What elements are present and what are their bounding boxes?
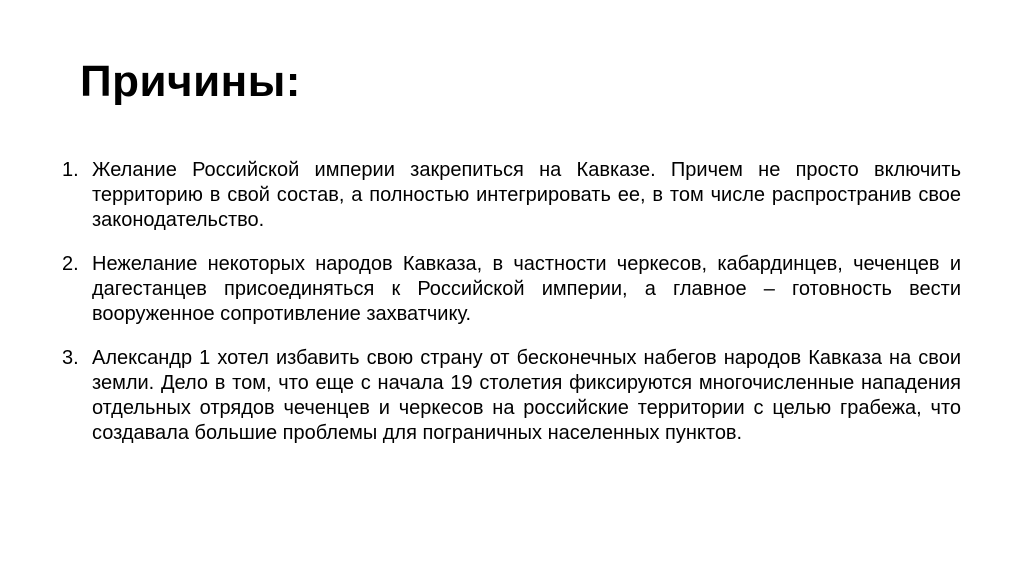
list-item	[62, 158, 961, 233]
list-item-number: 3.	[62, 347, 79, 369]
list-item	[62, 346, 961, 446]
list-item	[62, 252, 961, 327]
slide-title: Причины:	[80, 57, 301, 106]
list-item-number: 2.	[62, 253, 79, 275]
reasons-list	[62, 158, 961, 465]
list-item-number: 1.	[62, 159, 79, 181]
list-item-text: Александр 1 хотел избавить свою страну от бесконечных набегов народов Кавказа на свои земли. Дело в том, что еще с начала 19 столетия фиксируются многочисленные нападения отдельных отрядов чеченцев и черкесов на российские территории с целью грабежа, что создавала большие проблемы для пограничных населенных пунктов.	[92, 347, 961, 444]
list-item-text: Нежелание некоторых народов Кавказа, в частности черкесов, кабардинцев, чеченцев и дагестанцев присоединяться к Российской империи, а главное – готовность вести вооруженное сопротивление захватчику.	[92, 253, 961, 325]
list-item-text: Желание Российской империи закрепиться на Кавказе. Причем не просто включить территорию в свой состав, а полностью интегрировать ее, в том числе распространив свое законодательство.	[92, 159, 961, 231]
